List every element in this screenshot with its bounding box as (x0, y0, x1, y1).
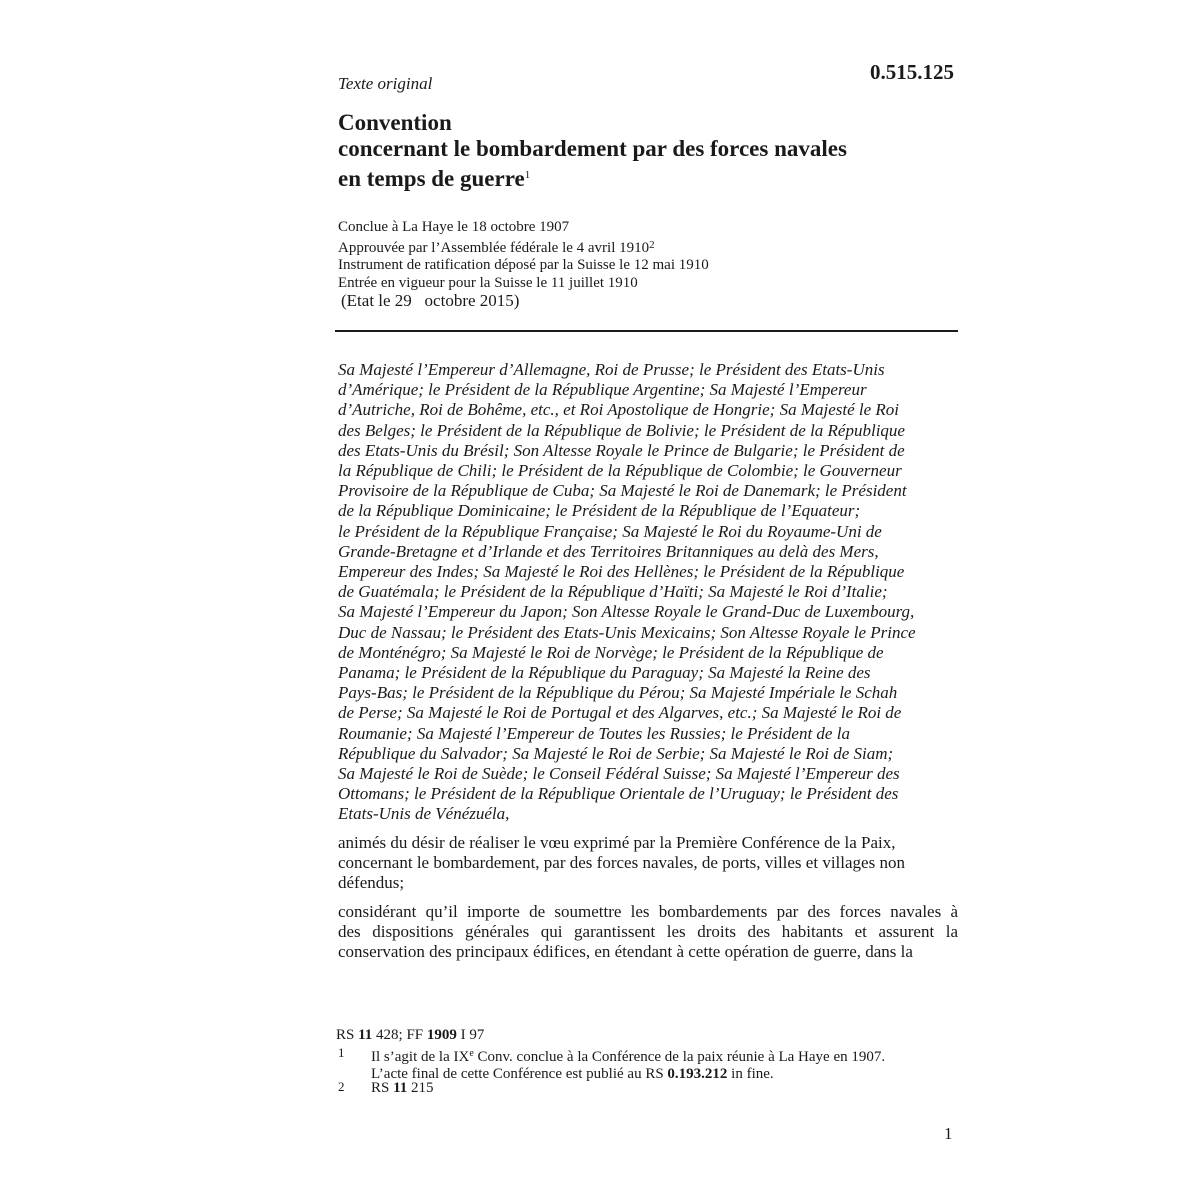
text-line: de Monténégro; Sa Majesté le Roi de Norvège; le Président de la République de (338, 642, 884, 662)
fn-text: L’acte final de cette Conférence est publié au RS (371, 1065, 668, 1082)
document-label: Texte original (338, 74, 433, 93)
text-line: défendus; (338, 873, 405, 893)
title-line (338, 162, 847, 192)
preamble (338, 360, 958, 825)
fn-ref-text: 428; FF (372, 1027, 427, 1043)
fn-text: RS (371, 1080, 394, 1096)
text-line: la République de Chili; le Président de la République de Colombie; le Gouverneur (338, 461, 902, 481)
text-line: de Perse; Sa Majesté le Roi de Portugal et des Algarves, etc.; Sa Majesté le Roi de (338, 703, 902, 723)
meta-ratification: Instrument de ratification déposé par la Suisse le 12 mai 1910 (338, 257, 709, 273)
text-line: des dispositions générales qui garantissent les droits des habitants et assurent la (338, 922, 958, 942)
footnote-line (371, 1046, 885, 1066)
text-line: animés du désir de réaliser le vœu exprimé par la Première Conférence de la Paix, (338, 833, 896, 852)
fn-ref-text: I 97 (456, 1027, 485, 1043)
footnote-2-text (371, 1080, 434, 1097)
text-line: Panama; le Président de la République du Paraguay; Sa Majesté la Reine des (338, 663, 871, 683)
text-line: concernant le bombardement, par des forces navales, de ports, villes et villages non (338, 853, 905, 873)
fn-bold[interactable]: 0.193.212 (667, 1065, 728, 1082)
text-line: d’Autriche, Roi de Bohême, etc., et Roi Apostolique de Hongrie; Sa Majesté le Roi (338, 400, 900, 420)
document-metadata (338, 219, 709, 292)
text-line: le Président de la République Française; Sa Majesté le Roi du Royaume-Uni de (338, 521, 882, 541)
text-line: Pays-Bas; le Président de la République du Pérou; Sa Majesté Impériale le Schah (338, 683, 898, 703)
text-line: d’Amérique; le Président de la République Argentine; Sa Majesté l’Empereur (338, 380, 867, 400)
text-line: conservation des principaux édifices, en étendant à cette opération de guerre, dans la (338, 942, 913, 962)
text-line: des Belges; le Président de la République de Bolivie; le Président de la République (338, 420, 905, 440)
text-line: de Guatémala; le Président de la République d’Haïti; Sa Majesté le Roi d’Italie; (338, 582, 888, 602)
paragraph-2 (338, 902, 958, 963)
text-line: Sa Majesté l’Empereur d’Allemagne, Roi de Prusse; le Président des Etats-Unis (338, 360, 885, 379)
fn-sup: e (469, 1048, 474, 1059)
meta-in-force: Entrée en vigueur pour la Suisse le 11 juillet 1910 (338, 274, 638, 291)
text-line: Ottomans; le Président de la République Orientale de l’Uruguay; le Président des (338, 784, 899, 804)
text-line: Empereur des Indes; Sa Majesté le Roi des Hellènes; le Président de la République (338, 562, 905, 582)
document-title (338, 110, 847, 192)
sr-number: 0.515.125 (870, 60, 954, 84)
text-line: considérant qu’il importe de soumettre les bombardements par des forces navales à (338, 902, 958, 921)
meta-approved (338, 237, 709, 258)
paragraph-1 (338, 833, 958, 894)
title-line: concernant le bombardement par des forces navales (338, 136, 847, 161)
text-line: Duc de Nassau; le Président des Etats-Unis Mexicains; Son Altesse Royale le Prince (338, 622, 916, 642)
fn-ref-text: RS (336, 1027, 359, 1043)
title-line: Convention (338, 110, 452, 135)
text-line: Etats-Unis de Vénézuéla, (338, 804, 510, 824)
fn-text: Il s’agit de la IX (371, 1049, 470, 1065)
footnote-line (371, 1066, 885, 1083)
footnote-number: 2 (338, 1079, 345, 1094)
footnote-marker[interactable]: 2 (649, 238, 655, 251)
text-line: de la République Dominicaine; le Président de la République de l’Equateur; (338, 501, 861, 521)
text-line: Provisoire de la République de Cuba; Sa Majesté le Roi de Danemark; le Président (338, 481, 907, 501)
text-line: Grande-Bretagne et d’Irlande et des Territoires Britanniques au delà des Mers, (338, 541, 879, 561)
page-number: 1 (944, 1124, 953, 1143)
fn-text: Conv. conclue à la Conférence de la paix réunie à La Haye en 1907. (473, 1049, 886, 1065)
text-line: Roumanie; Sa Majesté l’Empereur de Toutes les Russies; le Président de la (338, 723, 850, 743)
footnote-1-text (371, 1046, 885, 1082)
text-line: Sa Majesté l’Empereur du Japon; Son Altesse Royale le Grand-Duc de Luxembourg, (338, 602, 915, 622)
title-line-text: en temps de guerre (338, 166, 525, 191)
footnote-number: 1 (338, 1045, 345, 1060)
fn-text: in fine. (727, 1065, 774, 1082)
text-line: République du Salvador; Sa Majesté le Roi de Serbie; Sa Majesté le Roi de Siam; (338, 743, 894, 763)
fn-bold: 11 (393, 1080, 408, 1096)
fn-text: 215 (407, 1080, 434, 1096)
meta-approved-text: Approuvée par l’Assemblée fédérale le 4 avril 1910 (338, 239, 650, 256)
footnote-marker[interactable]: 1 (524, 169, 531, 181)
fn-ref-bold: 1909 (426, 1027, 457, 1043)
meta-state: (Etat le 29 octobre 2015) (341, 291, 520, 310)
fn-ref-bold: 11 (358, 1027, 373, 1043)
header-divider (335, 330, 958, 332)
text-line: des Etats-Unis du Brésil; Son Altesse Royale le Prince de Bulgarie; le Président de (338, 440, 905, 460)
meta-concluded: Conclue à La Haye le 18 octobre 1907 (338, 219, 570, 235)
text-line: Sa Majesté le Roi de Suède; le Conseil Fédéral Suisse; Sa Majesté l’Empereur des (338, 764, 900, 784)
footnote-reference (336, 1027, 484, 1045)
